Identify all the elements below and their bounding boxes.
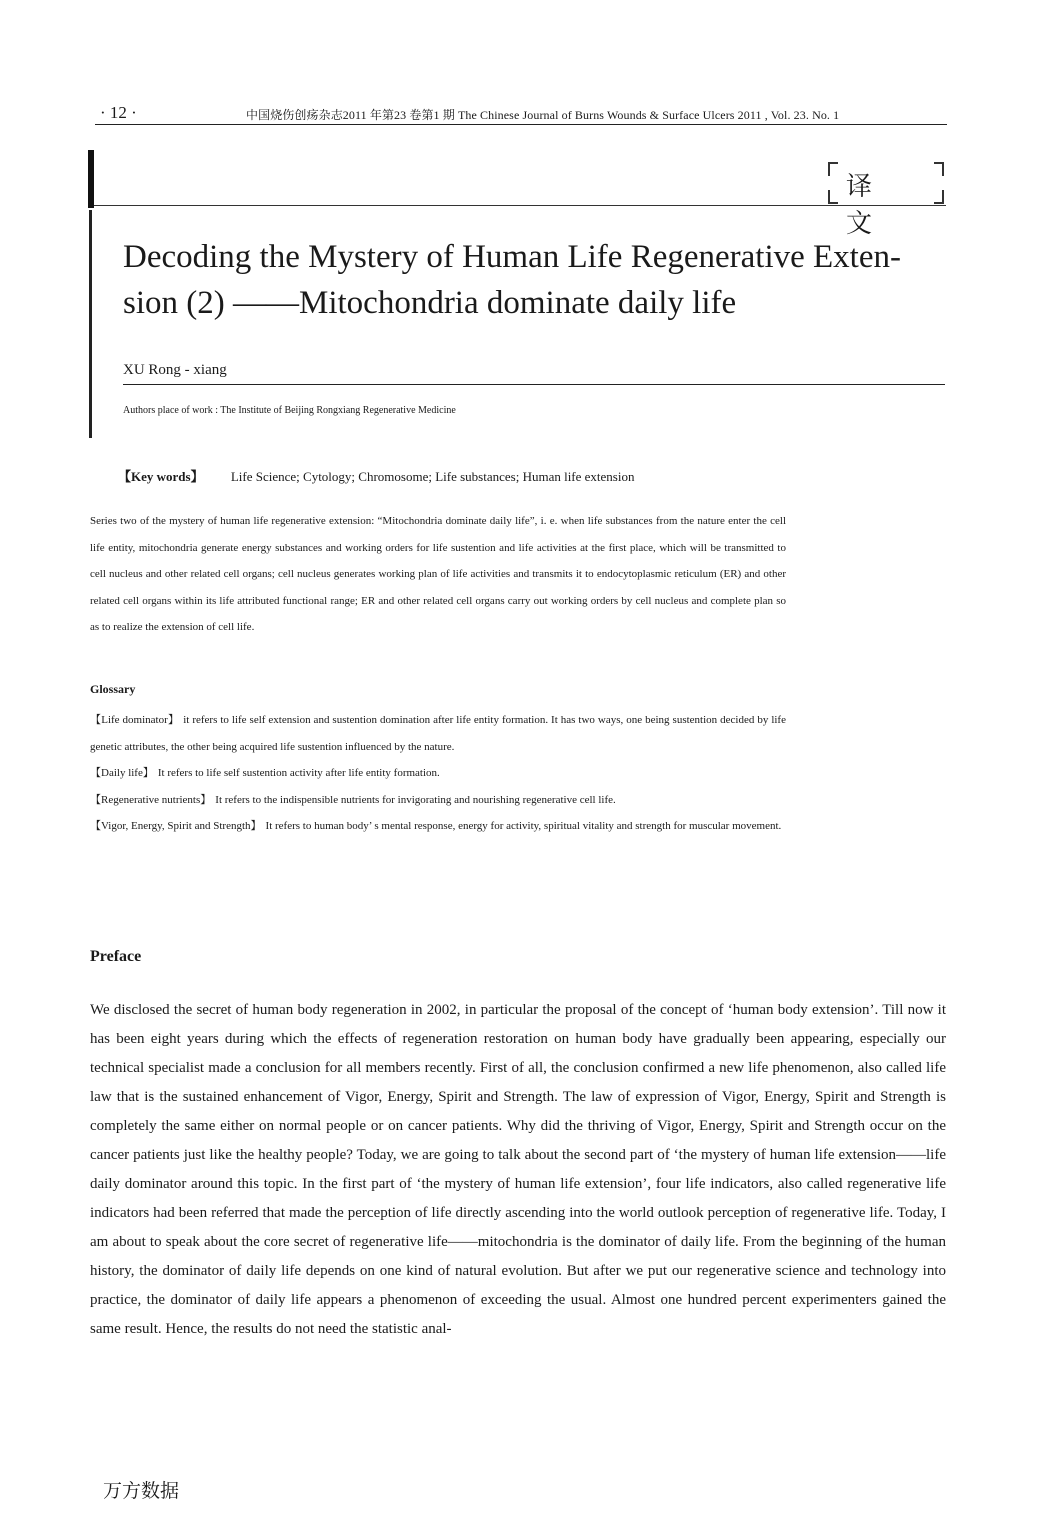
source-watermark: 万方数据 <box>103 1480 180 1502</box>
glossary-item <box>90 787 786 814</box>
author-rule <box>123 384 945 385</box>
running-head: 中国烧伤创疡杂志2011 年第23 卷第1 期 The Chinese Journal of Burns Wounds & Surface Ulcers 2011 , Vol. 23. No. 1 <box>246 106 946 125</box>
glossary-item <box>90 707 786 760</box>
page-number: · 12 · <box>100 103 137 122</box>
glossary-heading: Glossary <box>90 682 136 696</box>
title-box-rule <box>94 205 946 206</box>
section-tag-label: 译 文 <box>846 172 903 239</box>
glossary-list <box>90 707 786 840</box>
author-name: XU Rong - xiang <box>123 362 227 378</box>
header-rule <box>95 124 947 125</box>
glossary-item <box>90 760 786 787</box>
bracket-corner-icon <box>828 190 838 204</box>
glossary-term: 【Regenerative nutrients】 <box>90 793 212 806</box>
article-title: Decoding the Mystery of Human Life Regenerative Exten-sion (2) ——Mitochondria dominate daily life <box>123 239 901 321</box>
preface-body: We disclosed the secret of human body regeneration in 2002, in particular the proposal of the concept of ‘human body extension’. Till now it has been eight years during which the effects of regeneration restoration on human body have gradually been appearing, especially our technical specialist made a conclusion for all members recently. First of all, the conclusion confirmed a new life phenomenon, also called life law that is the sustained enhancement of Vigor, Energy, Spirit and Strength. The law of expression of Vigor, Energy, Spirit and Strength is completely the same either on normal people or on cancer patients. Why did the thriving of Vigor, Energy, Spirit and Strength occur on the cancer patients just like the healthy people? Today, we are going to talk about the second part of ‘the mystery of human life extension——life daily dominator around this topic. In the first part of ‘the mystery of human life extension’, four life indicators, also called regenerative life indicators had been referred that made the perception of life directly ascending into the world outlook perception of regenerative life. Today, I am about to speak about the core secret of regenerative life——mitochondria is the dominator of daily life. From the beginning of the human history, the dominator of daily life depends on one kind of natural evolution. But after we put our regenerative science and technology into practice, the dominator of daily life appears a phenomenon of exceeding the usual. Almost one hundred percent experimenters gained the same result. Hence, the results do not need the statistic anal- <box>90 1002 946 1337</box>
glossary-term: 【Life dominator】 <box>90 714 180 726</box>
glossary-definition: it refers to life self extension and sustention domination after life entity formation. It has two ways, one being sustention decided by life genetic attributes, the other being acquired life sustention influenced by the nature. <box>90 714 786 753</box>
preface-heading: Preface <box>90 948 142 965</box>
glossary-term: 【Daily life】 <box>90 767 154 779</box>
glossary-definition: It refers to human body’ s mental response, energy for activity, spiritual vitality and strength for muscular movement. <box>265 820 782 832</box>
left-accent-bar <box>88 150 94 208</box>
keywords-label: 【Key words】 <box>118 469 204 484</box>
left-vertical-rule <box>89 210 92 438</box>
abstract: Series two of the mystery of human life regenerative extension: “Mitochondria dominate daily life”, i. e. when life substances from the nature enter the cell life entity, mitochondria generate energy substances and working orders for life sustention and life activities at the first place, which will be transmitted to cell nucleus and other related cell organs; cell nucleus generates working plan of life activities and transmits it to endocytoplasmic reticulum (ER) and other related cell organs within its life attributed functional range; ER and other related cell organs carry out working orders by cell nucleus and complete plan so as to realize the extension of cell life. <box>90 515 786 633</box>
keywords <box>118 466 634 485</box>
bracket-corner-icon <box>828 162 838 176</box>
section-tag <box>826 160 946 239</box>
glossary-definition: It refers to the indispensible nutrients for invigorating and nourishing regenerative cell life. <box>215 793 616 806</box>
keywords-list: Life Science; Cytology; Chromosome; Life substances; Human life extension <box>230 469 635 484</box>
glossary-definition: It refers to life self sustention activity after life entity formation. <box>157 767 440 779</box>
glossary-item <box>90 813 786 840</box>
author-affiliation: Authors place of work : The Institute of Beijing Rongxiang Regenerative Medicine <box>123 405 456 416</box>
glossary-term: 【Vigor, Energy, Spirit and Strength】 <box>90 820 262 832</box>
